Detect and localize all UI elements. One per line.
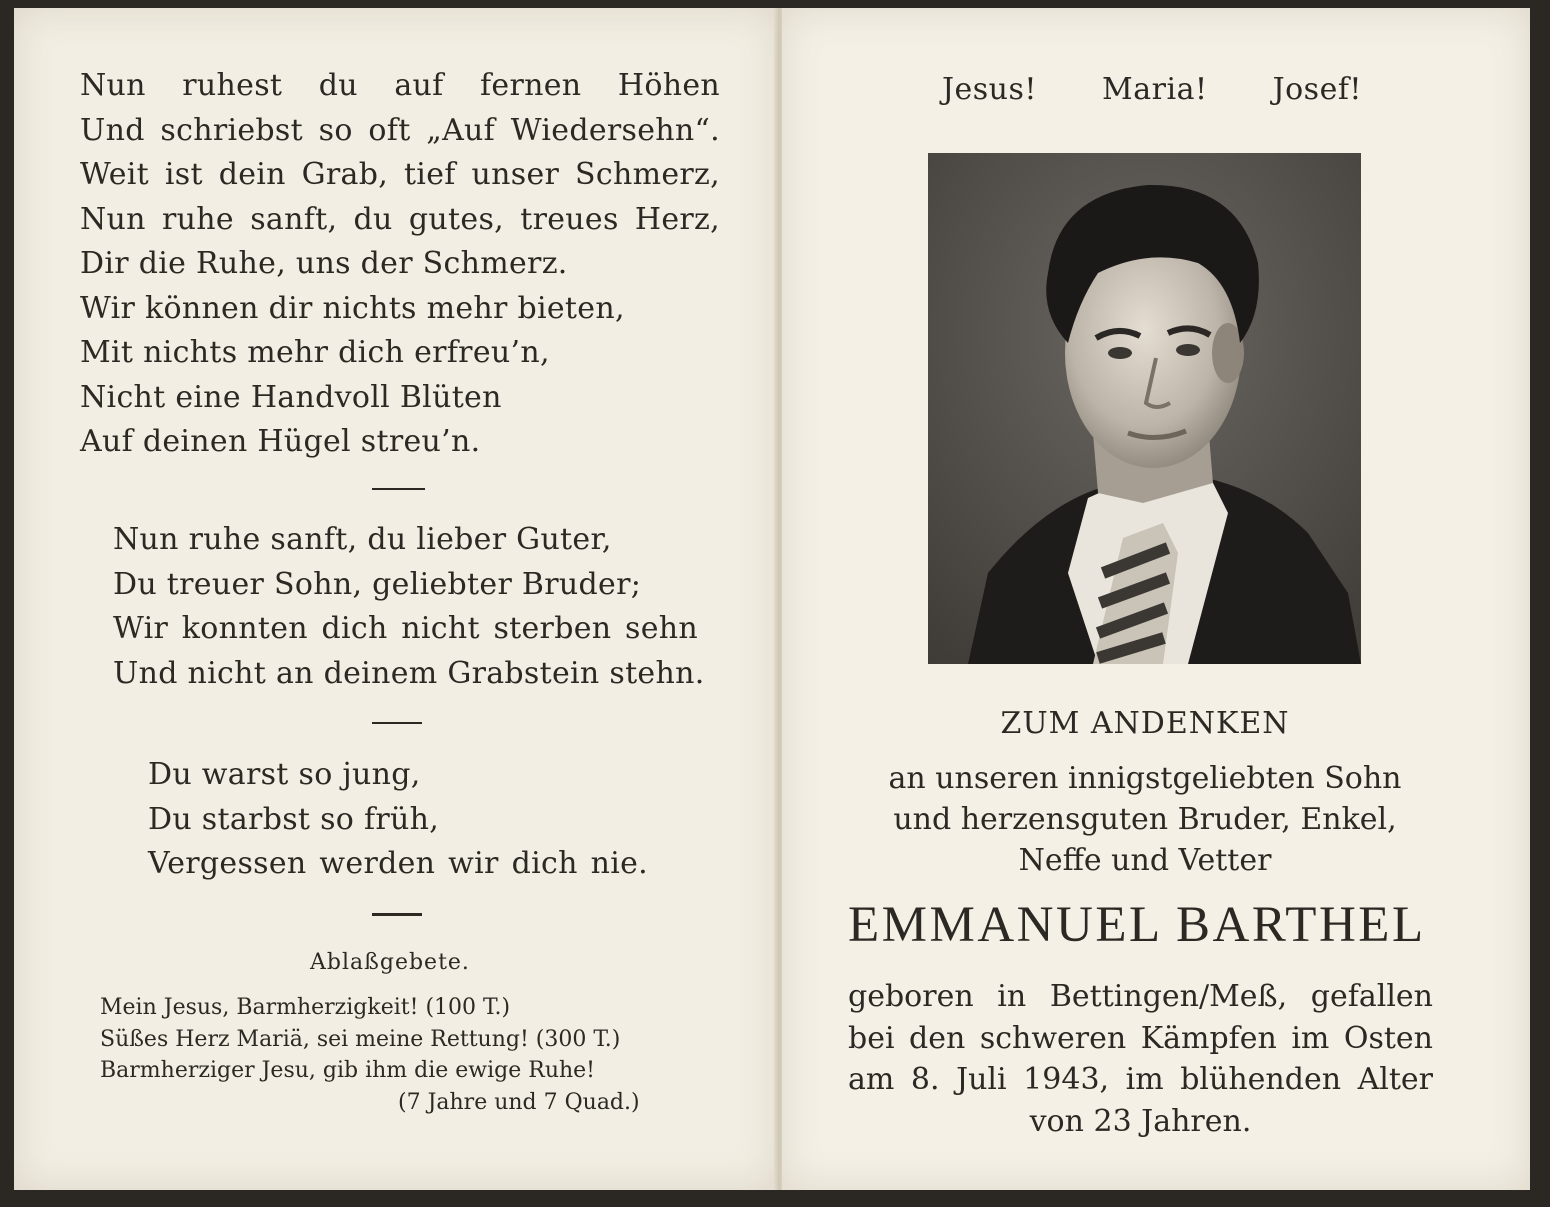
- details-line: am 8. Juli 1943, im blühenden Alter: [848, 1062, 1433, 1097]
- verse-stanza-3: [148, 753, 648, 887]
- portrait-photo: [928, 153, 1361, 664]
- prayer-line: Mein Jesus, Barmherzigkeit! (100 T.): [100, 995, 511, 1020]
- death-details: [848, 976, 1433, 1142]
- holy-family-header: [942, 72, 1362, 107]
- verse-stanza-1: [80, 64, 720, 465]
- dedication-line: Neffe und Vetter: [1018, 843, 1272, 878]
- divider-rule: [372, 913, 422, 916]
- prayer-line: Süßes Herz Mariä, sei meine Rettung! (300 T.): [100, 1026, 621, 1052]
- details-line: geboren in Bettingen/Meß, gefallen: [848, 979, 1433, 1014]
- verse-line: Mit nichts mehr dich erfreu’n,: [80, 335, 550, 370]
- verse-line: Du treuer Sohn, geliebter Bruder;: [113, 566, 642, 602]
- verse-stanza-2: [113, 518, 705, 696]
- verse-line: Wir können dir nichts mehr bieten,: [80, 290, 625, 326]
- divider-rule: [372, 488, 425, 490]
- verse-line: Auf deinen Hügel streu’n.: [80, 424, 481, 459]
- verse-line: Und nicht an deinem Grabstein stehn.: [113, 655, 705, 691]
- header-word: Josef!: [1272, 72, 1362, 107]
- prayer-line: (7 Jahre und 7 Quad.): [398, 1089, 640, 1115]
- prayers-title: Ablaßgebete.: [310, 950, 470, 975]
- details-line: von 23 Jahren.: [1029, 1103, 1252, 1139]
- header-word: Maria!: [1102, 72, 1208, 107]
- divider-rule: [372, 722, 422, 724]
- verse-line: Wir konnten dich nicht sterben sehn: [113, 611, 698, 646]
- verse-line: Du warst so jung,: [148, 757, 421, 792]
- prayer-line: Barmherziger Jesu, gib ihm die ewige Ruhe!: [100, 1058, 596, 1083]
- dedication-text: [860, 758, 1430, 881]
- verse-line: Und schriebst so oft „Auf Wiedersehn“.: [80, 112, 720, 148]
- verse-line: Nun ruhe sanft, du lieber Guter,: [113, 522, 612, 557]
- prayers-list: [100, 992, 640, 1118]
- portrait-illustration: [928, 153, 1361, 664]
- details-line: bei den schweren Kämpfen im Osten: [848, 1020, 1433, 1056]
- verse-line: Nicht eine Handvoll Blüten: [80, 379, 502, 415]
- verse-line: Nun ruhe sanft, du gutes, treues Herz,: [80, 201, 720, 237]
- verse-line: Dir die Ruhe, uns der Schmerz.: [80, 246, 568, 281]
- dedication-line: und herzensguten Bruder, Enkel,: [893, 802, 1397, 837]
- verse-line: Vergessen werden wir dich nie.: [148, 846, 648, 881]
- verse-line: Nun ruhest du auf fernen Höhen: [80, 68, 720, 103]
- header-word: Jesus!: [942, 72, 1037, 107]
- verse-line: Du starbst so früh,: [148, 801, 440, 837]
- verse-line: Weit ist dein Grab, tief unser Schmerz,: [80, 157, 720, 192]
- dedication-line: an unseren innigstgeliebten Sohn: [888, 761, 1402, 796]
- deceased-name: EMMANUEL BARTHEL: [848, 897, 1426, 953]
- memorial-title: ZUM ANDENKEN: [1000, 706, 1290, 741]
